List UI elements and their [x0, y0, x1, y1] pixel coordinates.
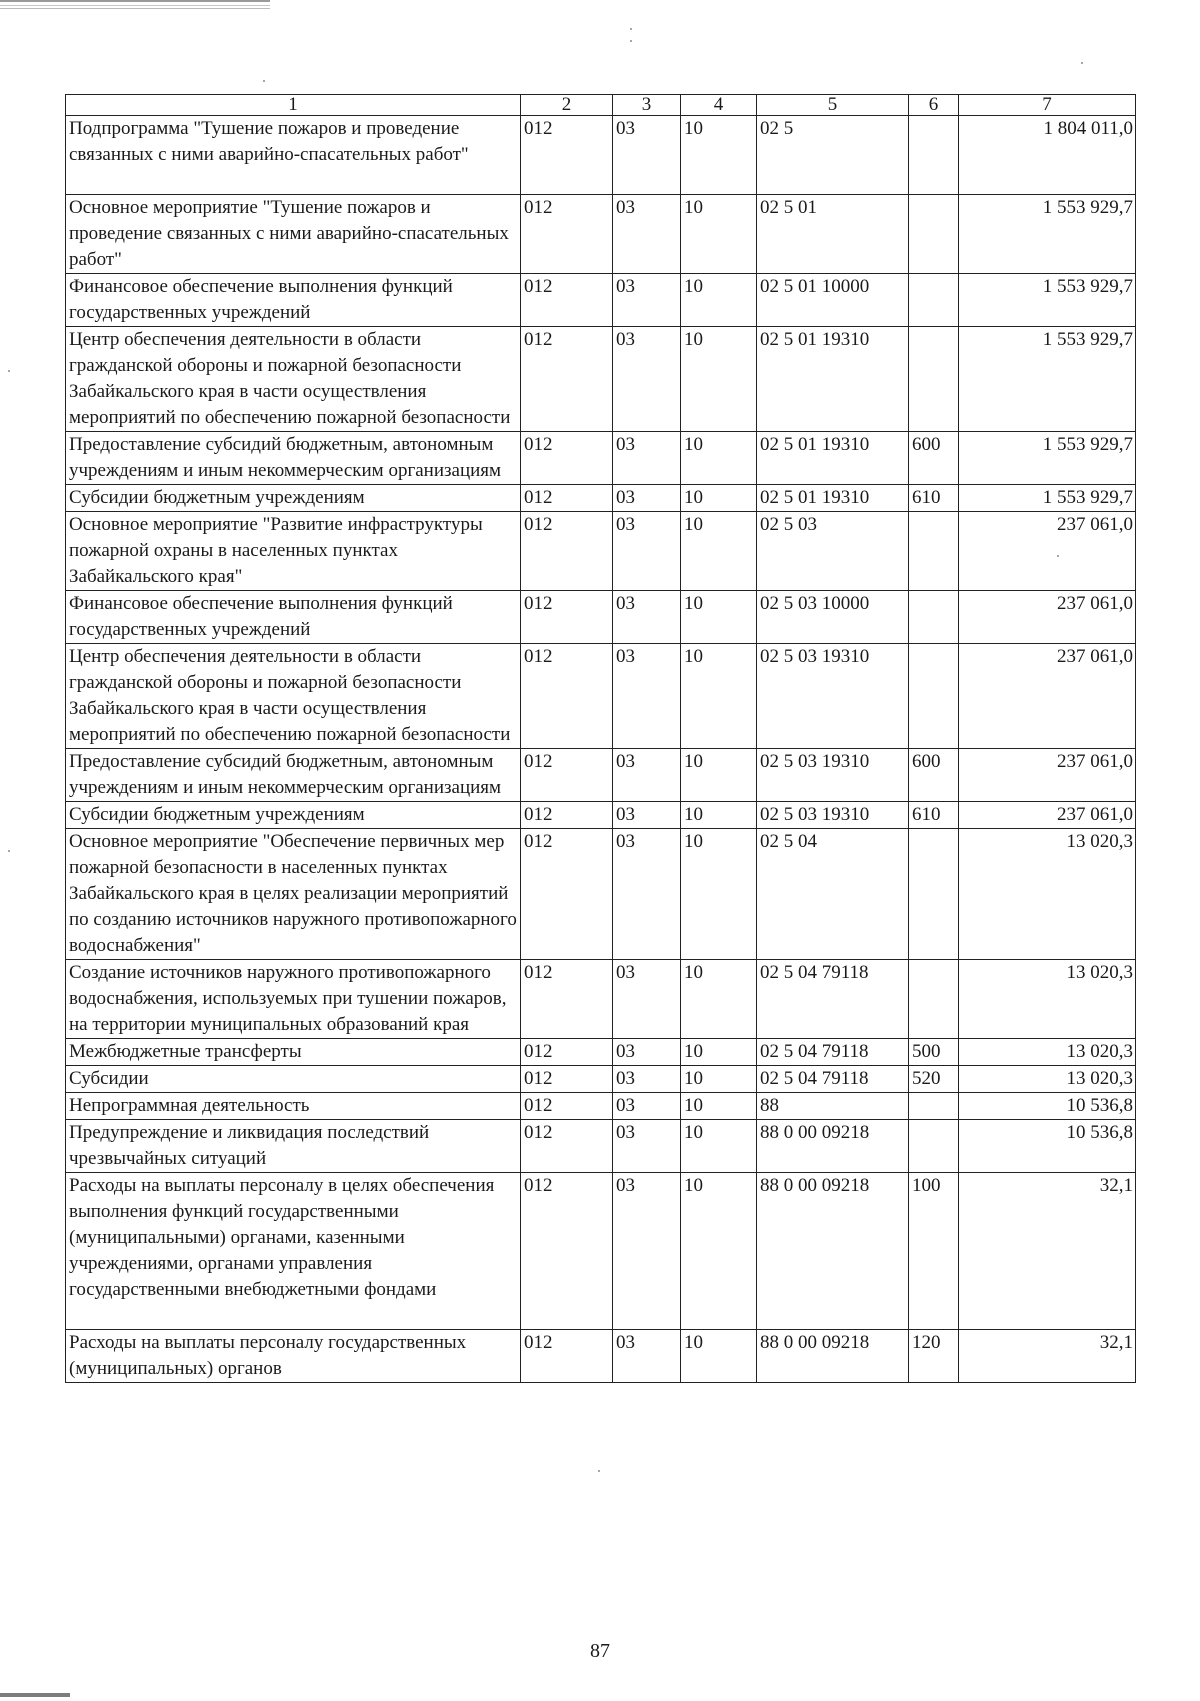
table-row: [66, 644, 1136, 749]
department-code: 012: [521, 432, 613, 485]
amount: 13 020,3: [959, 1066, 1136, 1093]
amount: 1 553 929,7: [959, 195, 1136, 274]
target-item-code: 02 5 03 10000: [757, 591, 909, 644]
section-code: 03: [613, 802, 681, 829]
row-title: Подпрограмма "Тушение пожаров и проведение связанных с ними аварийно-спасательных работ": [66, 116, 521, 195]
target-item-code: 02 5 04 79118: [757, 960, 909, 1039]
row-title: Предоставление субсидий бюджетным, автономным учреждениям и иным некоммерческим организациям: [66, 432, 521, 485]
amount: 1 553 929,7: [959, 327, 1136, 432]
row-title: Субсидии бюджетным учреждениям: [66, 485, 521, 512]
subsection-code: 10: [681, 644, 757, 749]
department-code: 012: [521, 1093, 613, 1120]
row-title: Непрограммная деятельность: [66, 1093, 521, 1120]
department-code: 012: [521, 512, 613, 591]
scan-artifact-top-thin: [0, 8, 270, 9]
column-header: 7: [959, 95, 1136, 116]
scan-speck: [8, 370, 10, 372]
section-code: 03: [613, 512, 681, 591]
target-item-code: 02 5 03 19310: [757, 644, 909, 749]
department-code: 012: [521, 802, 613, 829]
amount: 13 020,3: [959, 960, 1136, 1039]
table-row: [66, 1173, 1136, 1330]
amount: 237 061,0: [959, 512, 1136, 591]
row-title: Предоставление субсидий бюджетным, автономным учреждениям и иным некоммерческим организациям: [66, 749, 521, 802]
table-row: [66, 274, 1136, 327]
amount: 1 804 011,0: [959, 116, 1136, 195]
amount: 237 061,0: [959, 749, 1136, 802]
expense-type-code: [909, 195, 959, 274]
row-title: Расходы на выплаты персоналу государственных (муниципальных) органов: [66, 1330, 521, 1383]
amount: 1 553 929,7: [959, 432, 1136, 485]
amount: 10 536,8: [959, 1093, 1136, 1120]
table-row: [66, 512, 1136, 591]
expense-type-code: 600: [909, 432, 959, 485]
expense-type-code: 520: [909, 1066, 959, 1093]
department-code: 012: [521, 960, 613, 1039]
section-code: 03: [613, 485, 681, 512]
expense-type-code: [909, 116, 959, 195]
expense-type-code: [909, 644, 959, 749]
target-item-code: 02 5 01 10000: [757, 274, 909, 327]
section-code: 03: [613, 591, 681, 644]
expense-type-code: 100: [909, 1173, 959, 1330]
section-code: 03: [613, 1173, 681, 1330]
department-code: 012: [521, 1039, 613, 1066]
expense-type-code: [909, 1120, 959, 1173]
section-code: 03: [613, 432, 681, 485]
table-row: [66, 1330, 1136, 1383]
department-code: 012: [521, 116, 613, 195]
subsection-code: 10: [681, 749, 757, 802]
table-row: [66, 1120, 1136, 1173]
department-code: 012: [521, 274, 613, 327]
row-title: Межбюджетные трансферты: [66, 1039, 521, 1066]
table-row: [66, 591, 1136, 644]
target-item-code: 02 5 01 19310: [757, 432, 909, 485]
table-row: [66, 960, 1136, 1039]
target-item-code: 88: [757, 1093, 909, 1120]
subsection-code: 10: [681, 432, 757, 485]
amount: 237 061,0: [959, 802, 1136, 829]
section-code: 03: [613, 1330, 681, 1383]
target-item-code: 02 5 03 19310: [757, 802, 909, 829]
expense-type-code: 610: [909, 485, 959, 512]
amount: 1 553 929,7: [959, 274, 1136, 327]
target-item-code: 02 5 03 19310: [757, 749, 909, 802]
table-row: [66, 749, 1136, 802]
subsection-code: 10: [681, 1330, 757, 1383]
section-code: 03: [613, 274, 681, 327]
expense-type-code: 600: [909, 749, 959, 802]
scan-speck: [630, 40, 632, 42]
target-item-code: 02 5 03: [757, 512, 909, 591]
subsection-code: 10: [681, 274, 757, 327]
expense-type-code: [909, 1093, 959, 1120]
section-code: 03: [613, 829, 681, 960]
table-row: [66, 432, 1136, 485]
scan-speck: [263, 80, 265, 82]
table-row: [66, 327, 1136, 432]
target-item-code: 02 5 04: [757, 829, 909, 960]
amount: 1 553 929,7: [959, 485, 1136, 512]
section-code: 03: [613, 1120, 681, 1173]
row-title: Субсидии: [66, 1066, 521, 1093]
subsection-code: 10: [681, 1120, 757, 1173]
row-title: Создание источников наружного противопожарного водоснабжения, используемых при тушении пожаров, на территории муниципальных образований края: [66, 960, 521, 1039]
subsection-code: 10: [681, 512, 757, 591]
row-title: Центр обеспечения деятельности в области гражданской обороны и пожарной безопасности Забайкальского края в части осуществления мероприятий по обеспечению пожарной безопасности: [66, 327, 521, 432]
department-code: 012: [521, 829, 613, 960]
amount: 13 020,3: [959, 1039, 1136, 1066]
department-code: 012: [521, 327, 613, 432]
row-title: Основное мероприятие "Развитие инфраструктуры пожарной охраны в населенных пунктах Забайкальского края": [66, 512, 521, 591]
subsection-code: 10: [681, 485, 757, 512]
subsection-code: 10: [681, 1093, 757, 1120]
row-title: Основное мероприятие "Обеспечение первичных мер пожарной безопасности в населенных пунктах Забайкальского края в целях реализации мероприятий по созданию источников наружного противопожарного водоснабжения": [66, 829, 521, 960]
section-code: 03: [613, 327, 681, 432]
column-header: 6: [909, 95, 959, 116]
amount: 32,1: [959, 1330, 1136, 1383]
expense-type-code: [909, 960, 959, 1039]
column-header: 1: [66, 95, 521, 116]
row-title: Основное мероприятие "Тушение пожаров и проведение связанных с ними аварийно-спасательных работ": [66, 195, 521, 274]
scan-artifact-top: [0, 0, 270, 6]
target-item-code: 02 5 01: [757, 195, 909, 274]
department-code: 012: [521, 1330, 613, 1383]
department-code: 012: [521, 1173, 613, 1330]
amount: 237 061,0: [959, 591, 1136, 644]
section-code: 03: [613, 749, 681, 802]
scan-speck: [598, 1470, 600, 1472]
subsection-code: 10: [681, 1039, 757, 1066]
target-item-code: 88 0 00 09218: [757, 1120, 909, 1173]
department-code: 012: [521, 485, 613, 512]
section-code: 03: [613, 1066, 681, 1093]
table-row: [66, 1066, 1136, 1093]
subsection-code: 10: [681, 591, 757, 644]
expense-type-code: [909, 591, 959, 644]
subsection-code: 10: [681, 327, 757, 432]
department-code: 012: [521, 1066, 613, 1093]
column-header: 5: [757, 95, 909, 116]
budget-allocation-table: [65, 94, 1136, 1383]
table-row: [66, 485, 1136, 512]
table-row: [66, 1039, 1136, 1066]
subsection-code: 10: [681, 960, 757, 1039]
scan-artifact-bottom: [0, 1693, 70, 1697]
section-code: 03: [613, 195, 681, 274]
expense-type-code: 120: [909, 1330, 959, 1383]
amount: 32,1: [959, 1173, 1136, 1330]
target-item-code: 02 5 01 19310: [757, 485, 909, 512]
table-row: [66, 116, 1136, 195]
row-title: Финансовое обеспечение выполнения функций государственных учреждений: [66, 591, 521, 644]
row-title: Расходы на выплаты персоналу в целях обеспечения выполнения функций государственными (муниципальными) органами, казенными учреждениями, органами управления государственными внебюджетными фондами: [66, 1173, 521, 1330]
subsection-code: 10: [681, 116, 757, 195]
table-row: [66, 195, 1136, 274]
department-code: 012: [521, 195, 613, 274]
column-number-header-row: [66, 95, 1136, 116]
department-code: 012: [521, 644, 613, 749]
row-title: Субсидии бюджетным учреждениям: [66, 802, 521, 829]
subsection-code: 10: [681, 1173, 757, 1330]
row-title: Центр обеспечения деятельности в области гражданской обороны и пожарной безопасности Забайкальского края в части осуществления мероприятий по обеспечению пожарной безопасности: [66, 644, 521, 749]
section-code: 03: [613, 644, 681, 749]
table-row: [66, 802, 1136, 829]
expense-type-code: [909, 327, 959, 432]
amount: 10 536,8: [959, 1120, 1136, 1173]
expense-type-code: 500: [909, 1039, 959, 1066]
section-code: 03: [613, 960, 681, 1039]
expense-type-code: [909, 829, 959, 960]
target-item-code: 02 5 04 79118: [757, 1066, 909, 1093]
target-item-code: 02 5 04 79118: [757, 1039, 909, 1066]
target-item-code: 02 5: [757, 116, 909, 195]
subsection-code: 10: [681, 829, 757, 960]
scan-speck: [8, 850, 10, 852]
subsection-code: 10: [681, 1066, 757, 1093]
amount: 13 020,3: [959, 829, 1136, 960]
column-header: 3: [613, 95, 681, 116]
section-code: 03: [613, 1093, 681, 1120]
target-item-code: 02 5 01 19310: [757, 327, 909, 432]
expense-type-code: 610: [909, 802, 959, 829]
target-item-code: 88 0 00 09218: [757, 1330, 909, 1383]
amount: 237 061,0: [959, 644, 1136, 749]
row-title: Финансовое обеспечение выполнения функций государственных учреждений: [66, 274, 521, 327]
section-code: 03: [613, 116, 681, 195]
column-header: 2: [521, 95, 613, 116]
subsection-code: 10: [681, 195, 757, 274]
column-header: 4: [681, 95, 757, 116]
subsection-code: 10: [681, 802, 757, 829]
target-item-code: 88 0 00 09218: [757, 1173, 909, 1330]
scan-speck: [630, 28, 632, 30]
expense-type-code: [909, 274, 959, 327]
table-row: [66, 829, 1136, 960]
department-code: 012: [521, 749, 613, 802]
expense-type-code: [909, 512, 959, 591]
row-title: Предупреждение и ликвидация последствий чрезвычайных ситуаций: [66, 1120, 521, 1173]
section-code: 03: [613, 1039, 681, 1066]
table-row: [66, 1093, 1136, 1120]
page-number: 87: [590, 1640, 610, 1662]
department-code: 012: [521, 1120, 613, 1173]
scan-speck: [1081, 62, 1083, 64]
department-code: 012: [521, 591, 613, 644]
